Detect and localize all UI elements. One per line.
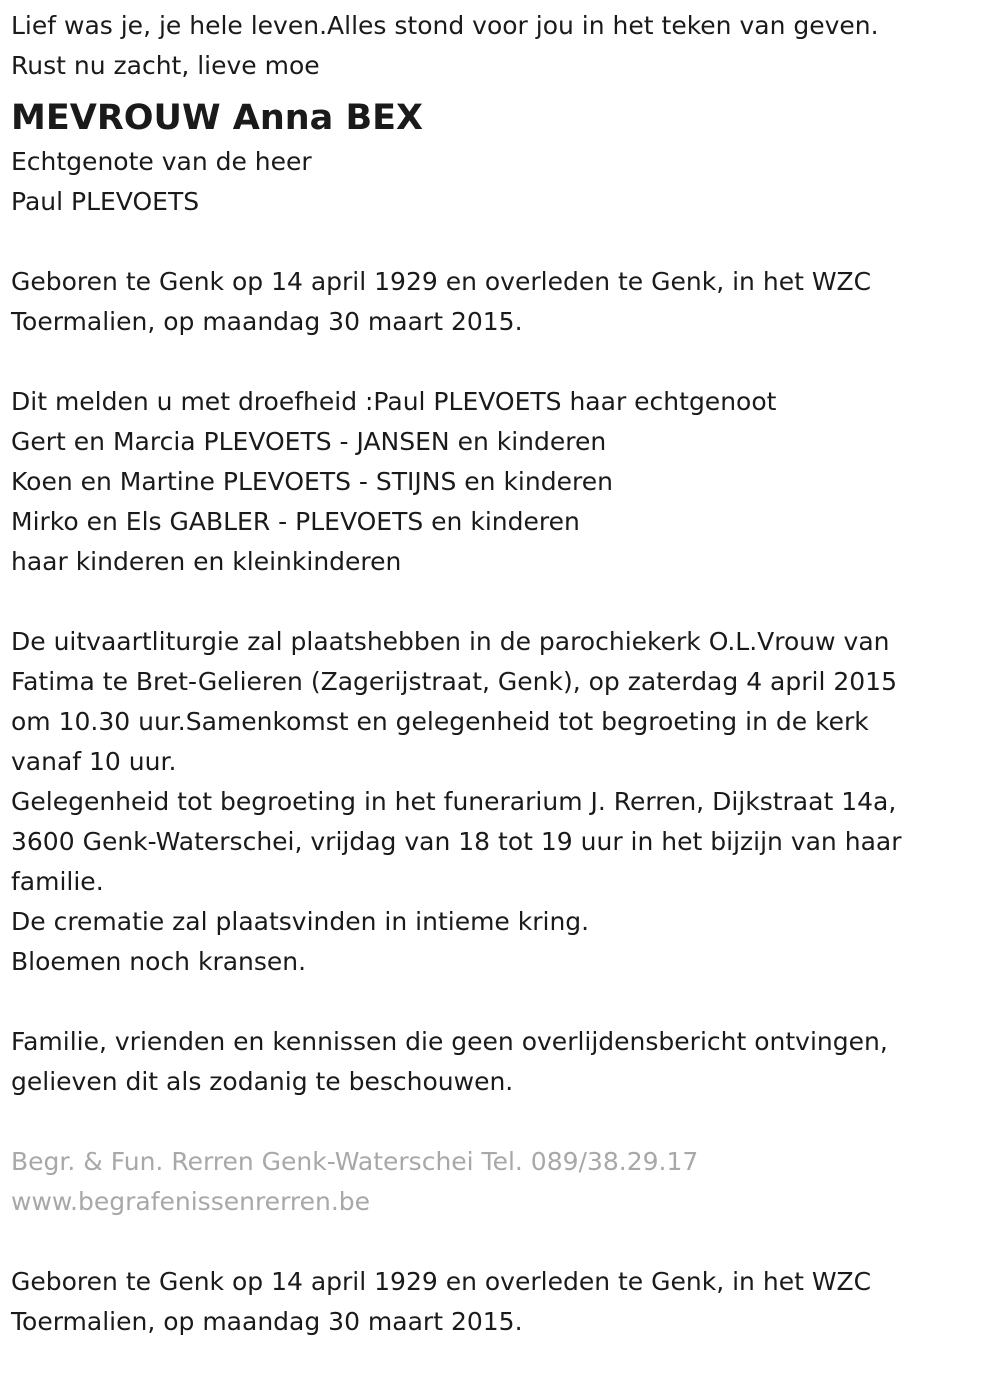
obituary-document [11,6,986,1342]
spacer [11,342,986,382]
birth-death-block [11,262,986,342]
notice-line: Familie, vrienden en kennissen die geen overlijdensbericht ontvingen, [11,1027,888,1056]
funeral-home-contact: Begr. & Fun. Rerren Genk-Waterschei Tel. 089/38.29.17 [11,1147,699,1176]
spouse-line: Echtgenote van de heer [11,147,312,176]
ceremony-line: 3600 Genk-Waterschei, vrijdag van 18 tot 19 uur in het bijzijn van haar [11,827,902,856]
spouse-line: Paul PLEVOETS [11,187,200,216]
notice-block [11,1022,986,1102]
spacer [11,1222,986,1262]
mourner-line: Dit melden u met droefheid :Paul PLEVOETS haar echtgenoot [11,387,777,416]
ceremony-line: familie. [11,867,104,896]
mourner-line: Koen en Martine PLEVOETS - STIJNS en kinderen [11,467,613,496]
ceremony-line: vanaf 10 uur. [11,747,177,776]
mourners-block [11,382,986,582]
ceremony-line: De uitvaartliturgie zal plaatshebben in de parochiekerk O.L.Vrouw van [11,627,890,656]
birth-death-line: Toermalien, op maandag 30 maart 2015. [11,307,523,336]
ceremony-line: Gelegenheid tot begroeting in het funerarium J. Rerren, Dijkstraat 14a, [11,787,897,816]
deceased-name: MEVROUW Anna BEX [11,98,424,138]
ceremony-line: De crematie zal plaatsvinden in intieme kring. [11,907,590,936]
spouse-block [11,142,986,222]
spacer [11,582,986,622]
ceremony-line: om 10.30 uur.Samenkomst en gelegenheid tot begroeting in de kerk [11,707,869,736]
spacer [11,1102,986,1142]
mourner-line: Gert en Marcia PLEVOETS - JANSEN en kinderen [11,427,607,456]
birth-death-line: Geboren te Genk op 14 april 1929 en overleden te Genk, in het WZC [11,1267,872,1296]
ceremony-line: Fatima te Bret-Gelieren (Zagerijstraat, Genk), op zaterdag 4 april 2015 [11,667,897,696]
funeral-home-website[interactable]: www.begrafenissenrerren.be [11,1187,371,1216]
notice-line: gelieven dit als zodanig te beschouwen. [11,1067,514,1096]
funeral-home-block [11,1142,986,1222]
mourner-line: Mirko en Els GABLER - PLEVOETS en kinderen [11,507,580,536]
birth-death-line: Geboren te Genk op 14 april 1929 en overleden te Genk, in het WZC [11,267,872,296]
motto-line: Rust nu zacht, lieve moe [11,51,320,80]
ceremony-line: Bloemen noch kransen. [11,947,307,976]
spacer [11,982,986,1022]
spacer [11,222,986,262]
mourner-line: haar kinderen en kleinkinderen [11,547,402,576]
motto-line: Lief was je, je hele leven.Alles stond voor jou in het teken van geven. [11,11,879,40]
birth-death-repeat-block [11,1262,986,1342]
motto-block [11,6,986,86]
ceremony-block [11,622,986,982]
birth-death-line: Toermalien, op maandag 30 maart 2015. [11,1307,523,1336]
